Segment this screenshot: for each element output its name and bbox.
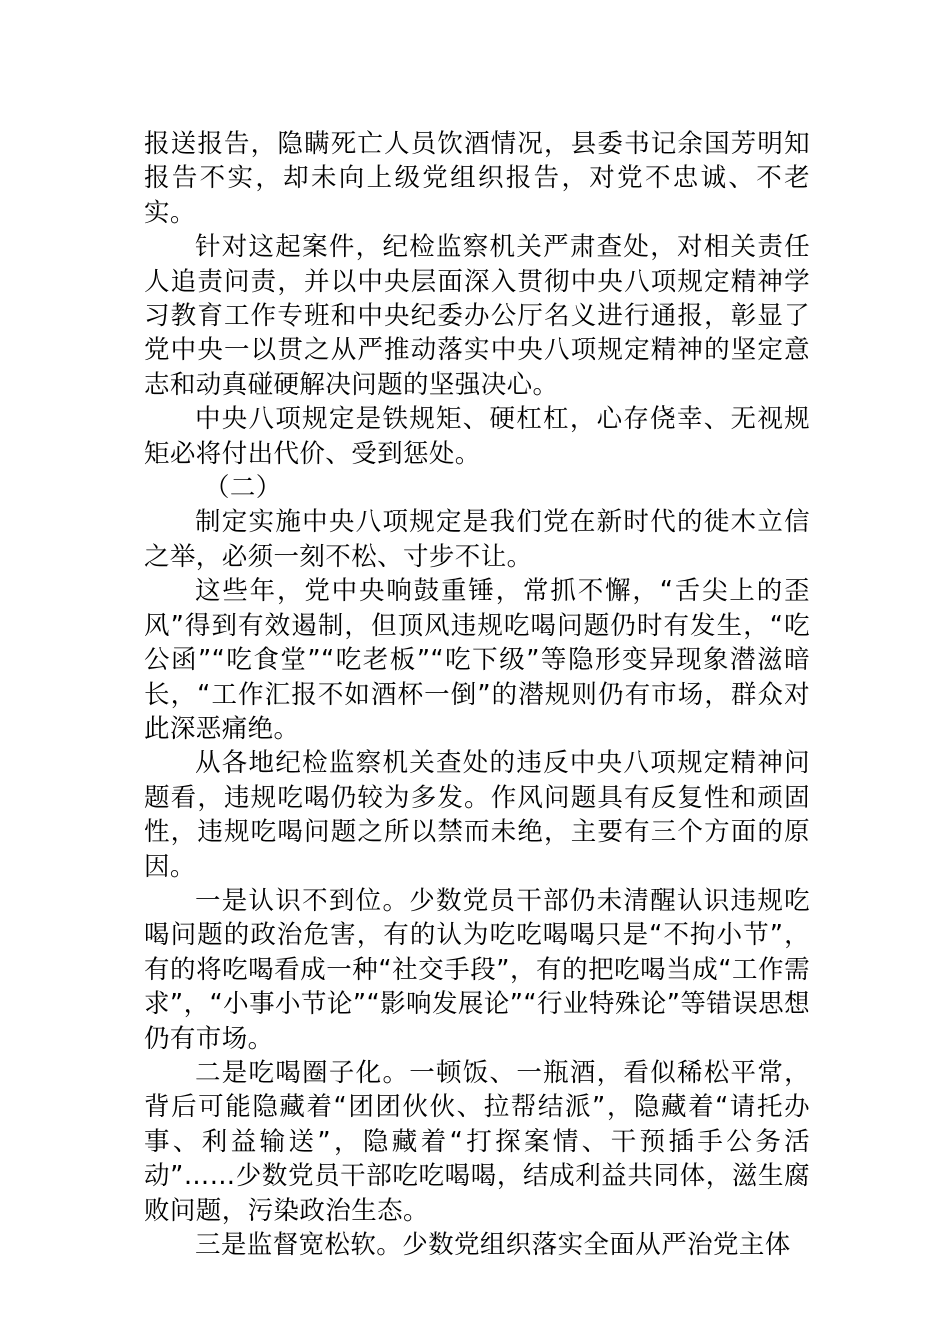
paragraph-5: 制定实施中央八项规定是我们党在新时代的徙木立信之举，必须一刻不松、寸步不让。 — [144, 507, 810, 572]
paragraph-6: 这些年，党中央响鼓重锤，常抓不懈，“舌尖上的歪风”得到有效遏制，但顶风违规吃喝问题仍时有发生，“吃公函”“吃食堂”“吃老板”“吃下级”等隐形变异现象潜滋暗长，“工作汇报不如酒杯一倒”的潜规则仍有市场，群众对此深恶痛绝。 — [144, 576, 810, 744]
paragraph-7: 从各地纪检监察机关查处的违反中央八项规定精神问题看，违规吃喝仍较为多发。作风问题具有反复性和顽固性，违规吃喝问题之所以禁而未绝，主要有三个方面的原因。 — [144, 748, 810, 882]
section-heading-2: （二） — [204, 473, 282, 504]
document-body — [144, 127, 810, 1262]
paragraph-3: 中央八项规定是铁规矩、硬杠杠，心存侥幸、无视规矩必将付出代价、受到惩处。 — [144, 404, 810, 469]
paragraph-8: 一是认识不到位。少数党员干部仍未清醒认识违规吃喝问题的政治危害，有的认为吃吃喝喝只是“不拘小节”，有的将吃喝看成一种“社交手段”，有的把吃喝当成“工作需求”，“小事小节论”“影响发展论”“行业特殊论”等错误思想仍有市场。 — [144, 885, 810, 1054]
paragraph-10: 三是监督宽松软。少数党组织落实全面从严治党主体 — [195, 1230, 791, 1260]
paragraph-1: 报送报告，隐瞒死亡人员饮酒情况，县委书记余国芳明知报告不实，却未向上级党组织报告，对党不忠诚、不老实。 — [144, 129, 810, 228]
paragraph-2: 针对这起案件，纪检监察机关严肃查处，对相关责任人追责问责，并以中央层面深入贯彻中央八项规定精神学习教育工作专班和中央纪委办公厅名义进行通报，彰显了党中央一以贯之从严推动落实中央八项规定精神的坚定意志和动真碰硬解决问题的坚强决心。 — [144, 232, 810, 400]
paragraph-9: 二是吃喝圈子化。一顿饭、一瓶酒，看似稀松平常，背后可能隐藏着“团团伙伙、拉帮结派”，隐藏着“请托办事、利益输送”，隐藏着“打探案情、干预插手公务活动”……少数党员干部吃吃喝喝，结成利益共同体，滋生腐败问题，污染政治生态。 — [144, 1057, 810, 1226]
